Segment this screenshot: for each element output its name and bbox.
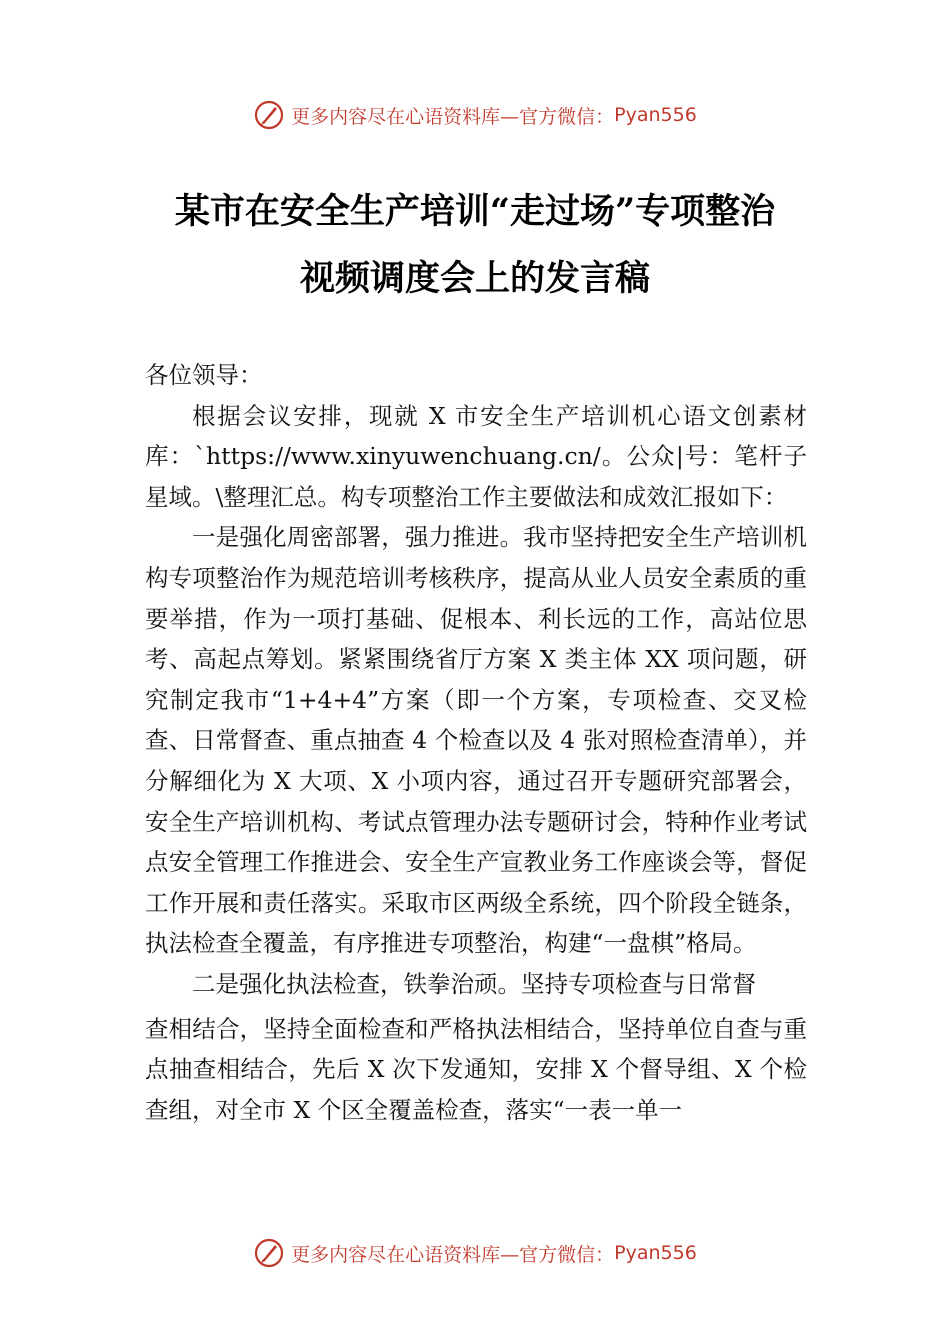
quill-logo-icon [253, 1237, 285, 1269]
paragraph-second-point-start: 二是强化执法检查，铁拳治顽。坚持专项检查与日常督 [192, 969, 756, 998]
title-line-2: 视频调度会上的发言稿 [299, 258, 650, 299]
header-watermark-banner [0, 95, 950, 135]
banner-wechat-id: Pyan556 [614, 104, 697, 126]
salutation: 各位领导： [145, 361, 263, 389]
quill-logo-icon [253, 99, 285, 131]
paragraph-second-point-continued: 查相结合，坚持全面检查和严格执法相结合，坚持单位自查与重点抽查相结合，先后 X 次下发通知，安排 X 个督导组、X 个检查组，对全市 X 个区全覆盖检查，落实“一表一单一 [145, 1014, 807, 1124]
banner-text: 更多内容尽在心语资料库—官方微信： [291, 1243, 615, 1266]
paragraph-first-point: 一是强化周密部署，强力推进。我市坚持把安全生产培训机构专项整治作为规范培训考核秩序，提高从业人员安全素质的重要举措，作为一项打基础、促根本、利长远的工作，高站位思考、高起点筹划。紧紧围绕省厅方案 X 类主体 XX 项问题，研究制定我市“1+4+4”方案（即一个方案，专项检查、交叉检查、日常督查、重点抽查 4 个检查以及 4 张对照检查清单），并分解细化为 X 大项、X 小项内容，通过召开专题研究部署会，安全生产培训机构、考试点管理办法专题研讨会，特种作业考试点安全管理工作推进会、安全生产宣教业务工作座谈会等，督促工作开展和责任落实。采取市区两级全系统，四个阶段全链条，执法检查全覆盖，有序推进专项整治，构建“一盘棋”格局。 [145, 523, 807, 958]
title-line-1: 某市在安全生产培训“走过场”专项整治 [174, 191, 776, 232]
banner-text: 更多内容尽在心语资料库—官方微信： [291, 105, 615, 128]
footer-watermark-banner [0, 1233, 950, 1273]
banner-wechat-id: Pyan556 [614, 1242, 697, 1264]
paragraph-intro: 根据会议安排，现就 X 市安全生产培训机心语文创素材库：`https://www.xinyuwenchuang.cn/。公众|号：笔杆子星域。\整理汇总。构专项整治工作主要做法和成效汇报如下： [145, 401, 807, 511]
document-title [0, 178, 950, 312]
document-body [145, 355, 807, 1130]
